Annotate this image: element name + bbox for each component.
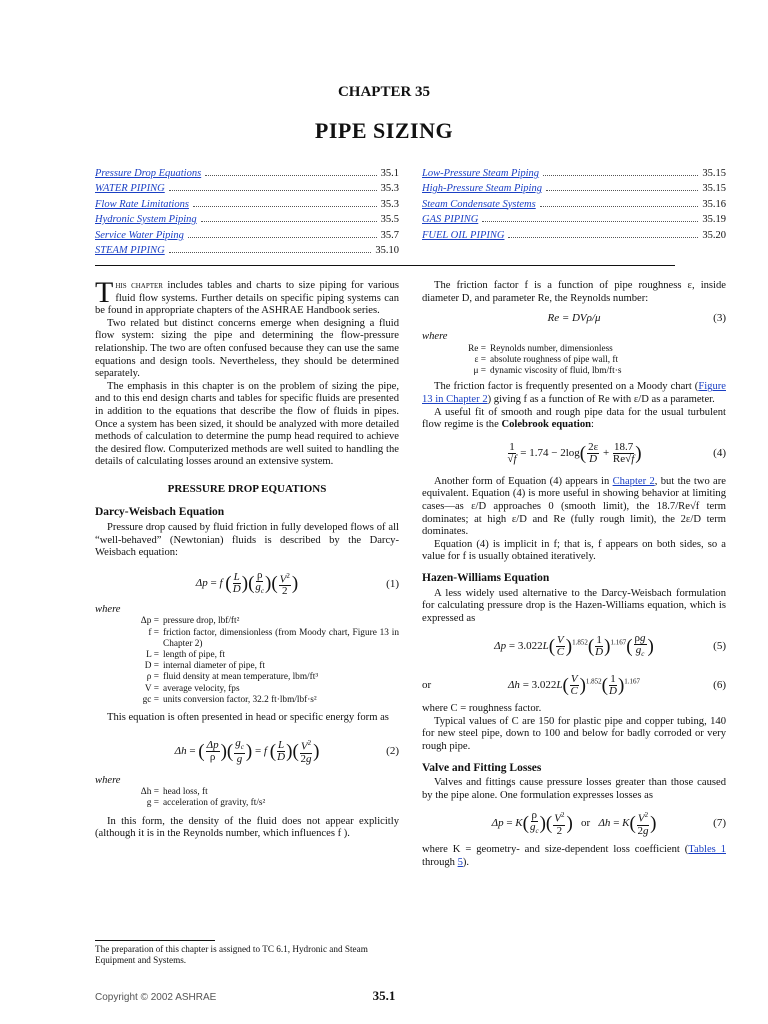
toc-leader (188, 237, 377, 238)
toc-page: 35.1 (380, 167, 399, 179)
toc-link[interactable]: GAS PIPING (422, 214, 479, 225)
equation-number: (4) (713, 447, 726, 460)
toc-page: 35.16 (702, 198, 726, 210)
definition-row (95, 787, 399, 798)
toc-leader (169, 190, 377, 191)
toc-leader (540, 206, 699, 207)
toc-right (422, 163, 726, 241)
definition-row (422, 355, 726, 366)
definition-text: internal diameter of pipe, ft (163, 661, 265, 672)
paragraph: Typical values of C are 150 for plastic pipe and copper tubing, 140 for new steel pipe, down to 100 and below for badly corroded or very rough pipe. (422, 715, 726, 753)
equation-number: (3) (713, 311, 726, 324)
definition-row (95, 616, 399, 627)
paragraph: The friction factor is frequently presented on a Moody chart (Figure 13 in Chapter 2) giving f as a function of Re with ε/D as a parameter. (422, 381, 726, 405)
definition-symbol: Δh = (140, 787, 159, 798)
toc-entry[interactable] (422, 210, 726, 226)
definition-row (95, 672, 399, 683)
toc-leader (205, 175, 376, 176)
equation-number: (7) (713, 817, 726, 830)
definition-row (95, 661, 399, 672)
paragraph: The friction factor f is a function of pipe roughness ε, inside diameter D, and parameter Re, the Reynolds number: (422, 280, 726, 304)
equation-number: (1) (386, 577, 399, 590)
definitions-list (422, 344, 726, 378)
paragraph: In this form, the density of the fluid does not appear explicitly (although it is in the Reynolds number, which influences f ). (95, 815, 399, 840)
definition-row (95, 695, 399, 706)
toc-link[interactable]: FUEL OIL PIPING (422, 229, 505, 241)
toc-page: 35.15 (702, 183, 726, 194)
toc-entry[interactable] (422, 179, 726, 195)
definition-text: absolute roughness of pipe wall, ft (490, 354, 619, 365)
toc-entry[interactable] (95, 241, 399, 257)
definitions-list (95, 616, 399, 706)
toc-link[interactable]: Service Water Piping (95, 229, 184, 241)
paragraph: A less widely used alternative to the Darcy-Weisbach formulation for calculating pressure drop is the Hazen-Williams equation, which is expressed as (422, 587, 726, 624)
toc-entry[interactable] (95, 210, 399, 226)
paragraph: A useful fit of smooth and rough pipe data for the usual turbulent flow regime is the Colebrook equation: (422, 406, 726, 431)
toc-entry[interactable] (422, 225, 726, 241)
definition-row (422, 366, 726, 377)
equation-3: Re = DVρ/μ (3) (547, 311, 726, 324)
definition-text: head loss, ft (163, 787, 208, 798)
toc-entry[interactable] (95, 194, 399, 210)
paragraph: Equation (4) is implicit in f; that is, f appears on both sides, so a value for f is usually obtained iteratively. (422, 538, 726, 563)
toc-link[interactable]: Low-Pressure Steam Piping (422, 167, 540, 179)
definition-symbol: g = (146, 798, 159, 809)
equation-7: Δp = K( $\frac{\rho}{g_c}$ )( $\frac{V^2}{2}$ ) or Δh = K( $\frac{V^2}{2g}$ ) (7) (491, 808, 726, 837)
definition-symbol: f = (148, 627, 159, 638)
definition-text: dynamic viscosity of fluid, lbm/ft·s (490, 366, 622, 377)
toc-leader (546, 190, 698, 191)
toc-page: 35.10 (375, 245, 399, 256)
paragraph: This equation is often presented in head or specific energy form as (107, 712, 389, 724)
toc-entry[interactable] (95, 163, 399, 179)
header-rule (95, 265, 675, 266)
drop-cap: T (95, 276, 114, 309)
definition-text: length of pipe, ft (163, 650, 225, 661)
definition-row (422, 344, 726, 355)
where-label: where (422, 331, 448, 343)
toc-page: 35.7 (380, 229, 399, 241)
toc-page: 35.19 (702, 214, 726, 225)
copyright: Copyright © 2002 ASHRAE (95, 992, 217, 1003)
toc-entry[interactable] (422, 163, 726, 179)
definition-symbol: gc = (142, 694, 159, 705)
toc-link[interactable]: Hydronic System Piping (95, 214, 197, 225)
definition-row (95, 650, 399, 661)
toc-leader (193, 206, 377, 207)
page-number: 35.1 (372, 988, 396, 1003)
definition-text: acceleration of gravity, ft/s² (163, 798, 266, 809)
paragraph: Another form of Equation (4) appears in Chapter 2, but the two are equivalent. Equation (4) is more useful in showing behavior at limiting cases—as ε/D approaches 0 (smooth limit), the 18.7/Re√f term dominates; at high ε/D and Re (fully rough limit), the 2ε/D term dominates. (422, 475, 726, 538)
chapter-number: CHAPTER 35 (337, 84, 431, 100)
toc-page: 35.20 (702, 229, 726, 241)
toc-link[interactable]: Steam Condensate Systems (422, 198, 536, 210)
paragraph: where C = roughness factor. (422, 703, 542, 715)
definitions-list (95, 787, 399, 809)
intro-paragraph: This chapter includes tables and charts to size piping for various fluid flow systems. Further details on specific piping systems can be found in appropriate chapters of the ASHRAE Handbook series. (95, 276, 400, 317)
paragraph: Pressure drop caused by fluid friction in fully developed flows of all “well-behaved” (Newtonian) fluids is described by the Darcy-Weisbach equation: (95, 522, 399, 559)
definition-symbol: Re = (468, 343, 486, 354)
definition-text: fluid density at mean temperature, lbm/ft³ (163, 672, 319, 683)
toc-leader (169, 252, 372, 253)
toc-link[interactable]: Flow Rate Limitations (95, 198, 189, 210)
toc-entry[interactable] (95, 225, 399, 241)
definition-text: units conversion factor, 32.2 ft·lbm/lbf·s² (163, 694, 317, 705)
equation-1: Δp = f ( $\frac{L}{D}$ )( $\frac{\rho}{g_c}$ )( $\frac{V^2}{2}$ ) (1) (195, 569, 399, 598)
subsection-heading: Valve and Fitting Losses (422, 761, 542, 774)
toc-leader (543, 175, 698, 176)
equation-number: (2) (386, 745, 399, 758)
where-label: where (95, 603, 121, 615)
subsection-heading: Darcy-Weisbach Equation (95, 505, 225, 518)
toc-link[interactable]: STEAM PIPING (95, 245, 165, 256)
section-heading: PRESSURE DROP EQUATIONS (167, 482, 327, 495)
toc-page: 35.5 (380, 214, 399, 225)
definition-text: pressure drop, lbf/ft² (163, 616, 240, 627)
definition-symbol: μ = (473, 366, 486, 377)
toc-entry[interactable] (422, 194, 726, 210)
definition-symbol: ρ = (146, 672, 159, 683)
toc-page: 35.3 (380, 183, 399, 194)
toc-leader (201, 221, 377, 222)
footnote-rule (95, 940, 215, 941)
paragraph: Valves and fittings cause pressure losses greater than those caused by the pipe alone. One formulation expresses losses as (422, 777, 726, 801)
left-column (95, 276, 400, 841)
toc-entry[interactable] (95, 179, 399, 195)
equation-6: or Δh = 3.022L( $\frac{V}{C}$ )$^{1.852}$( $\frac{1}{D}$ )$^{1.167}$ (6) (422, 672, 726, 697)
figure-link[interactable]: Figure 13 in Chapter 2 (422, 381, 726, 405)
chapter-title: PIPE SIZING (314, 118, 454, 143)
definition-text: friction factor, dimensionless (from Moody chart, Figure 13 in Chapter 2) (163, 627, 399, 649)
definition-symbol: D = (144, 661, 159, 672)
definition-row (95, 628, 399, 650)
toc-page: 35.15 (702, 167, 726, 179)
subsection-heading: Hazen-Williams Equation (422, 571, 550, 584)
toc-link[interactable]: Pressure Drop Equations (95, 167, 202, 179)
definition-row (95, 684, 399, 695)
definition-symbol: Δp = (140, 616, 159, 627)
definition-symbol: L = (146, 650, 159, 661)
equation-2: Δh = ( $\frac{\Delta p}{\rho}$ )( $\frac{g_c}{g}$ ) = f ( $\frac{L}{D}$ )( $\frac{V^2}{2g}$ ) (2) (174, 737, 399, 766)
toc-leader (482, 221, 698, 222)
chapter-link[interactable]: Chapter 2 (612, 475, 655, 487)
paragraph: The emphasis in this chapter is on the problem of sizing the pipe, and to this end design charts and tables for specific fluids are presented in addition to the equations that describe the flow of fluids in pipes. Once a system has been sized, it should be analyzed with more detailed methods of calculation to determine the pump head required to achieve the desired flow. Computerized methods are well suited to handling the details of calculating losses around an extensive system. (95, 380, 399, 468)
where-label: where (95, 774, 121, 786)
table-link[interactable]: 5 (457, 857, 463, 869)
toc-page: 35.3 (380, 198, 399, 210)
toc-left (95, 163, 399, 256)
paragraph: Two related but distinct concerns emerge when designing a fluid flow system: sizing the pipe and determining the flow-pressure relationship. The two are often confused because they can use the same equations and design tools. Nevertheless, they should be determined separately. (95, 317, 399, 380)
definition-text: Reynolds number, dimensionless (490, 343, 613, 354)
definition-row (95, 798, 399, 809)
toc-link[interactable]: High-Pressure Steam Piping (422, 183, 542, 194)
right-column (422, 280, 726, 870)
definition-symbol: ε = (474, 354, 486, 365)
toc-link[interactable]: WATER PIPING (95, 183, 165, 194)
equation-4: $\frac{1}{√f}$ = 1.74 − 2log( $\frac{2\varepsilon}{D}$ + $\frac{18.7}{Re√f}$ ) (4) (507, 441, 726, 466)
equation-number: (5) (713, 640, 726, 652)
toc-leader (508, 237, 698, 238)
definition-text: average velocity, fps (163, 683, 240, 694)
equation-number: (6) (713, 679, 726, 691)
equation-5: Δp = 3.022L( $\frac{V}{C}$ )$^{1.852}$( $\frac{1}{D}$ )$^{1.167}$( $\frac{\rho g}{g_c}$ ) (5) (494, 631, 726, 658)
table-link[interactable]: Tables 1 (688, 844, 726, 856)
paragraph: where K = geometry- and size-dependent loss coefficient (Tables 1 through 5). (422, 844, 726, 869)
footnote: The preparation of this chapter is assigned to TC 6.1, Hydronic and Steam Equipment and Systems. (95, 944, 368, 965)
definition-symbol: V = (144, 683, 159, 694)
